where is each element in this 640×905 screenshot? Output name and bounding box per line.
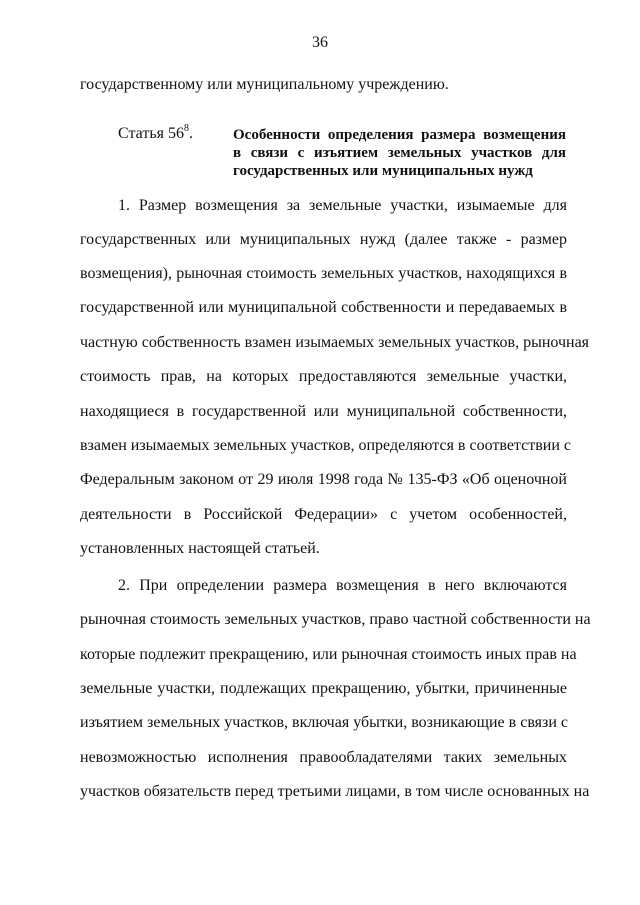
paragraph-2-line: земельные участки, подлежащих прекращению, убытки, причиненные bbox=[80, 680, 567, 697]
article-title-line: Особенности определения размера возмещения bbox=[233, 127, 566, 143]
paragraph-1-line: находящиеся в государственной или муниципальной собственности, bbox=[80, 403, 567, 420]
paragraph-2-line: 2. При определении размера возмещения в него включаются bbox=[118, 577, 567, 594]
page-number: 36 bbox=[312, 34, 328, 51]
paragraph-1-line: 1. Размер возмещения за земельные участки, изымаемые для bbox=[118, 197, 567, 214]
article-label bbox=[118, 124, 193, 144]
paragraph-1-line: Федеральным законом от 29 июля 1998 года № 135-ФЗ «Об оценочной bbox=[80, 471, 567, 488]
article-label-suffix: . bbox=[188, 125, 193, 142]
paragraph-1-line: государственных или муниципальных нужд (далее также - размер bbox=[80, 231, 567, 248]
article-label-text: Статья 56 bbox=[118, 125, 184, 142]
article-title-line: государственных или муниципальных нужд bbox=[233, 163, 533, 179]
paragraph-1-line: государственной или муниципальной собственности и передаваемых в bbox=[80, 299, 567, 316]
paragraph-1-line: стоимость прав, на которых предоставляются земельные участки, bbox=[80, 368, 567, 385]
paragraph-2-line: изъятием земельных участков, включая убытки, возникающие в связи с bbox=[80, 714, 568, 731]
paragraph-2-line: участков обязательств перед третьими лицами, в том числе основанных на bbox=[80, 783, 590, 800]
paragraph-1-line: возмещения), рыночная стоимость земельных участков, находящихся в bbox=[80, 265, 567, 282]
paragraph-2-line: невозможностью исполнения правообладателями таких земельных bbox=[80, 749, 567, 766]
paragraph-1-line: взамен изымаемых земельных участков, определяются в соответствии с bbox=[80, 437, 571, 454]
article-label-superscript: 8 bbox=[183, 123, 189, 134]
article-title-line: в связи с изъятием земельных участков для bbox=[233, 145, 566, 161]
paragraph-1-line: частную собственность взамен изымаемых земельных участков, рыночная bbox=[80, 334, 590, 351]
paragraph-1-line: установленных настоящей статьей. bbox=[80, 540, 320, 557]
paragraph-2-line: которые подлежит прекращению, или рыночная стоимость иных прав на bbox=[80, 646, 577, 663]
paragraph-2-line: рыночная стоимость земельных участков, право частной собственности на bbox=[80, 611, 591, 628]
lead-line: государственному или муниципальному учреждению. bbox=[80, 76, 449, 93]
paragraph-1-line: деятельности в Российской Федерации» с учетом особенностей, bbox=[80, 506, 567, 523]
